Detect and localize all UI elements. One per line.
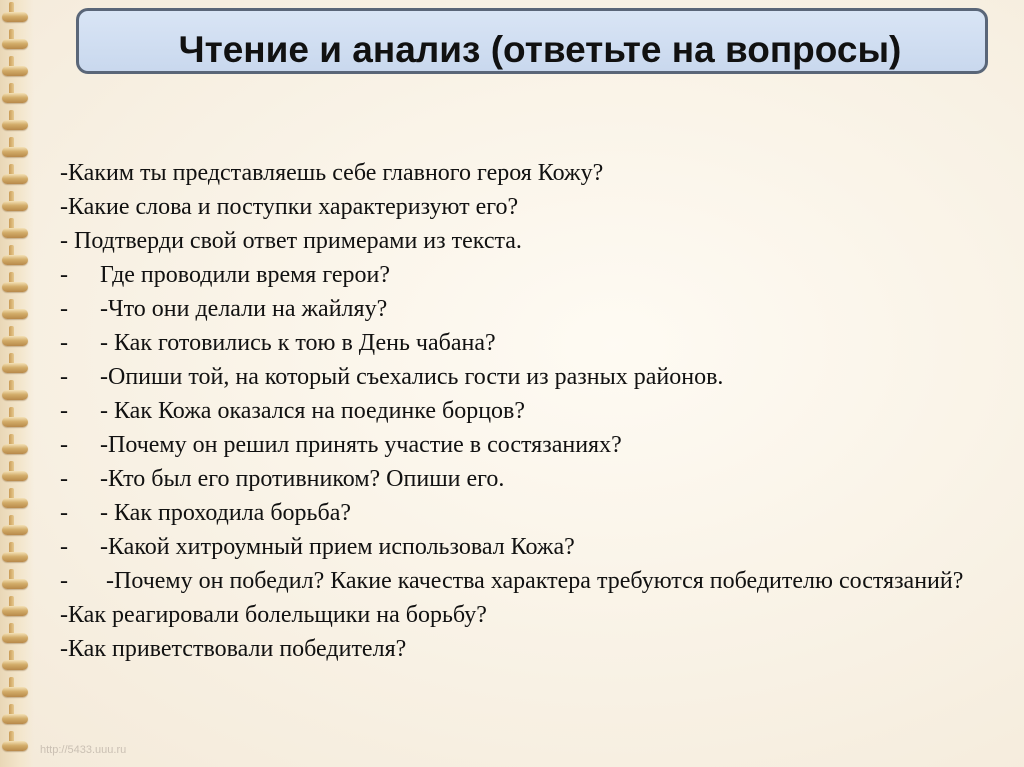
binding-ring — [2, 39, 28, 49]
question-text: -Каким ты представляешь себе главного героя Кожу? — [60, 160, 604, 186]
bullet-marker: - — [60, 330, 68, 356]
bullet-marker: - — [60, 432, 68, 458]
binding-ring — [2, 12, 28, 22]
binding-ring — [2, 120, 28, 130]
question-text: -Какие слова и поступки характеризуют его? — [60, 194, 519, 220]
binding-ring — [2, 93, 28, 103]
binding-ring — [2, 444, 28, 454]
question-text: Где проводили время герои? — [100, 262, 391, 288]
binding-ring — [2, 606, 28, 616]
bullet-marker: - — [60, 262, 68, 288]
question-item — [60, 224, 990, 258]
question-text: -Какой хитроумный прием использовал Кожа? — [100, 534, 575, 560]
questions-list — [60, 156, 990, 666]
question-item — [60, 598, 990, 632]
question-item — [60, 394, 990, 428]
binding-ring — [2, 390, 28, 400]
binding-ring — [2, 660, 28, 670]
question-text: - Как проходила борьба? — [100, 500, 351, 526]
question-item — [60, 258, 990, 292]
binding-ring — [2, 471, 28, 481]
question-item — [60, 190, 990, 224]
binding-ring — [2, 714, 28, 724]
question-text: - Как готовились к тою в День чабана? — [100, 330, 496, 356]
question-item — [60, 564, 990, 598]
binding-ring — [2, 633, 28, 643]
bullet-marker: - — [60, 296, 68, 322]
binding-ring — [2, 309, 28, 319]
binding-ring — [2, 498, 28, 508]
question-item — [60, 632, 990, 666]
question-text: -Кто был его противником? Опиши его. — [100, 466, 505, 492]
question-text: -Почему он решил принять участие в состязаниях? — [100, 432, 622, 458]
question-item — [60, 326, 990, 360]
question-item — [60, 428, 990, 462]
binding-ring — [2, 417, 28, 427]
question-item — [60, 156, 990, 190]
question-item — [60, 462, 990, 496]
notebook-binding-decoration — [0, 0, 34, 767]
binding-ring — [2, 552, 28, 562]
binding-ring — [2, 687, 28, 697]
binding-ring — [2, 336, 28, 346]
binding-ring — [2, 255, 28, 265]
question-item — [60, 360, 990, 394]
question-text: - Подтверди свой ответ примерами из текста. — [60, 228, 522, 254]
question-text: - Как Кожа оказался на поединке борцов? — [100, 398, 526, 424]
watermark-url: http://5433.uuu.ru — [40, 744, 127, 756]
binding-ring — [2, 525, 28, 535]
binding-ring — [2, 579, 28, 589]
question-text: -Как реагировали болельщики на борьбу? — [60, 602, 487, 628]
binding-ring — [2, 147, 28, 157]
slide-title: Чтение и анализ (ответьте на вопросы) — [178, 29, 902, 70]
binding-ring — [2, 174, 28, 184]
question-item — [60, 292, 990, 326]
binding-ring — [2, 228, 28, 238]
question-item — [60, 496, 990, 530]
binding-ring — [2, 282, 28, 292]
binding-ring — [2, 741, 28, 751]
question-text: -Как приветствовали победителя? — [60, 636, 407, 662]
bullet-marker: - — [60, 466, 68, 492]
question-text: -Почему он победил? Какие качества характера требуются победителю состязаний? — [100, 568, 964, 594]
question-item — [60, 530, 990, 564]
bullet-marker: - — [60, 500, 68, 526]
binding-ring — [2, 363, 28, 373]
question-text: -Опиши той, на который съехались гости из разных районов. — [100, 364, 724, 390]
question-text: -Что они делали на жайляу? — [100, 296, 388, 322]
bullet-marker: - — [60, 364, 68, 390]
binding-ring — [2, 201, 28, 211]
bullet-marker: - — [60, 398, 68, 424]
bullet-marker: - — [60, 534, 68, 560]
binding-ring — [2, 66, 28, 76]
bullet-marker: - — [60, 568, 68, 594]
